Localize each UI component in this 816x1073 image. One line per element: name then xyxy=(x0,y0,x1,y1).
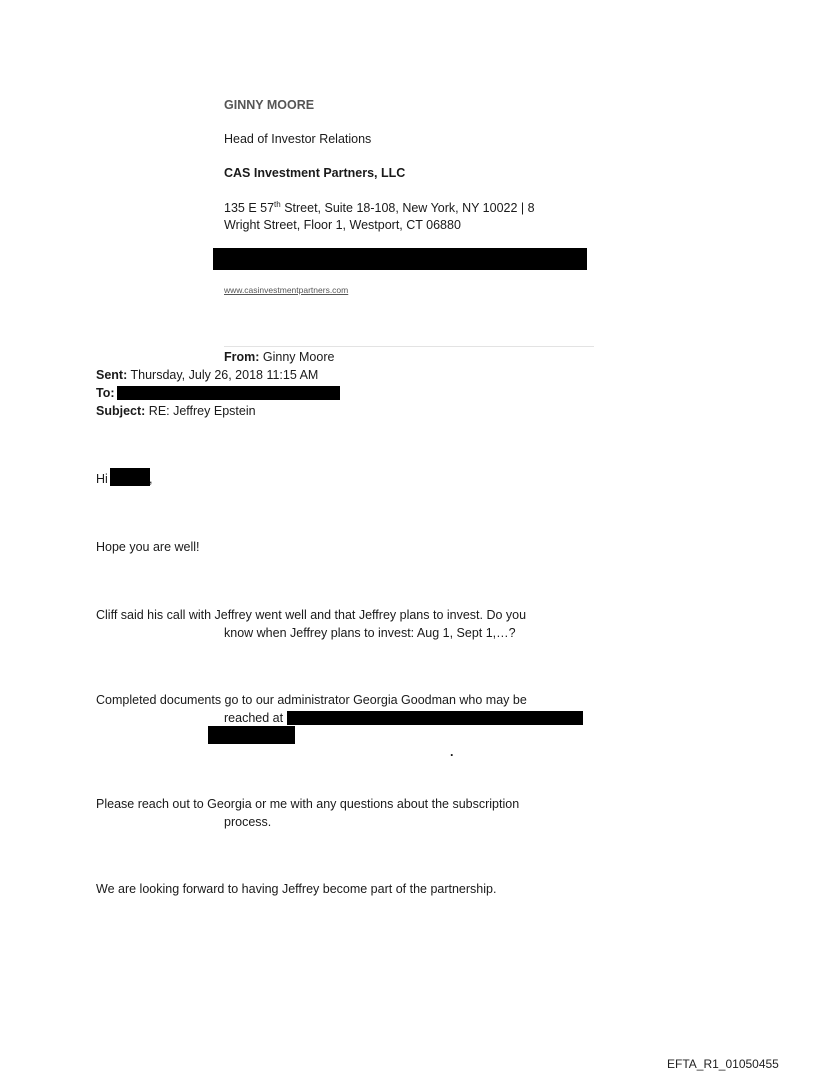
redaction-bar xyxy=(117,386,340,400)
sent-line: Sent: Thursday, July 26, 2018 11:15 AM xyxy=(96,368,319,382)
redaction-bar xyxy=(213,248,587,270)
from-line: From: Ginny Moore xyxy=(224,350,335,364)
divider xyxy=(224,346,594,347)
website-link[interactable]: www.casinvestmentpartners.com xyxy=(224,285,349,295)
signature-address-line1: 135 E 57th Street, Suite 18-108, New York, NY 10022 | 8 xyxy=(224,199,535,215)
paragraph-1: Hope you are well! xyxy=(96,540,200,554)
subject-line: Subject: RE: Jeffrey Epstein xyxy=(96,404,256,418)
document-id: EFTA_R1_01050455 xyxy=(667,1057,779,1071)
greeting: Hi xyxy=(96,472,108,486)
signature-company: CAS Investment Partners, LLC xyxy=(224,166,406,180)
greeting-comma: , xyxy=(149,472,153,486)
paragraph-2-line-1: Cliff said his call with Jeffrey went well and that Jeffrey plans to invest. Do you xyxy=(96,608,527,622)
signature-name: GINNY MOORE xyxy=(224,98,315,112)
to-label: To: xyxy=(96,386,115,400)
paragraph-4-line-1: Please reach out to Georgia or me with any questions about the subscription xyxy=(96,797,520,811)
signature-address-line2: Wright Street, Floor 1, Westport, CT 06880 xyxy=(224,218,461,232)
redaction-bar xyxy=(287,711,583,725)
paragraph-2-line-2: know when Jeffrey plans to invest: Aug 1, Sept 1,…? xyxy=(224,626,516,640)
stray-period: . xyxy=(450,745,454,759)
paragraph-3-line-1: Completed documents go to our administrator Georgia Goodman who may be xyxy=(96,693,527,707)
paragraph-4-line-2: process. xyxy=(224,815,272,829)
paragraph-3-line-2: reached at xyxy=(224,711,284,725)
redaction-bar xyxy=(208,726,295,744)
paragraph-5: We are looking forward to having Jeffrey become part of the partnership. xyxy=(96,882,497,896)
redaction-bar xyxy=(110,468,153,486)
signature-title: Head of Investor Relations xyxy=(224,132,372,146)
